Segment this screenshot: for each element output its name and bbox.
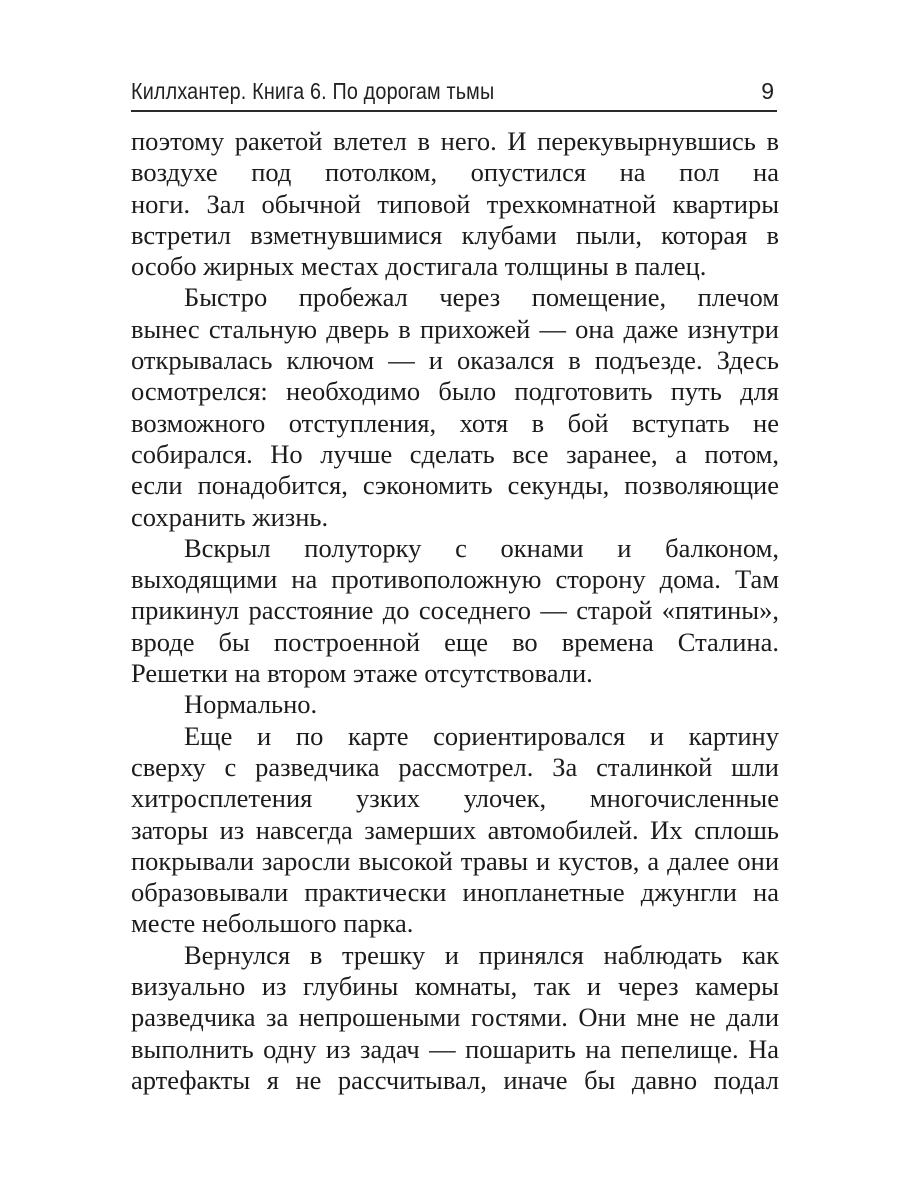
text-line: осмотрелся: необходимо было подготовить путь для	[131, 376, 779, 407]
text-line: прикинул расстояние до соседнего — старой «пятины»,	[131, 595, 779, 626]
text-line: Быстро пробежал через помещение, плечом	[184, 282, 779, 313]
text-line: поэтому ракетой влетел в него. И перекувырнувшись в	[131, 126, 779, 156]
text-line: выполнить одну из задач — пошарить на пепелище. На	[131, 1033, 779, 1064]
text-line: возможного отступления, хотя в бой вступать не	[131, 407, 779, 438]
text-line: воздухе под потолком, опустился на пол на	[131, 157, 779, 188]
text-line: визуально из глубины комнаты, так и через камеры	[131, 971, 779, 1002]
text-line: собирался. Но лучше сделать все заранее, а потом,	[131, 438, 779, 469]
text-line: образовывали практически инопланетные джунгли на	[131, 877, 779, 908]
page-number: 9	[761, 78, 774, 104]
text-line: ноги. Зал обычной типовой трехкомнатной квартиры	[131, 188, 779, 219]
text-line: открывалась ключом — и оказался в подъезде. Здесь	[131, 345, 779, 376]
text-line: встретил взметнувшимися клубами пыли, которая в	[131, 219, 779, 250]
text-line: сверху с разведчика рассмотрел. За сталинкой шли	[131, 751, 779, 782]
text-line: разведчика за непрошеными гостями. Они мне не дали	[131, 1002, 779, 1033]
text-line: Вернулся в трешку и принялся наблюдать как	[184, 939, 779, 970]
text-line: Еще и по карте сориентировался и картину	[184, 720, 779, 751]
text-line: сохранить жизнь.	[131, 501, 329, 532]
text-line: Нормально.	[184, 689, 318, 720]
text-line: артефакты я не рассчитывал, иначе бы давно подал	[131, 1064, 779, 1095]
text-line: вынес стальную дверь в прихожей — она даже изнутри	[131, 313, 779, 344]
text-line: хитросплетения узких улочек, многочисленные	[131, 783, 779, 814]
text-line: особо жирных местах достигала толщины в палец.	[131, 251, 707, 282]
text-line: Решетки на втором этаже отсутствовали.	[131, 658, 593, 689]
body-text	[131, 126, 779, 1096]
text-line: если понадобится, сэкономить секунды, позволяющие	[131, 470, 779, 501]
text-line: месте небольшого парка.	[131, 908, 414, 939]
running-header	[131, 76, 777, 112]
book-title: Киллхантер. Книга 6. По дорогам тьмы	[131, 78, 495, 104]
text-line: покрывали заросли высокой травы и кустов, а далее они	[131, 845, 779, 876]
text-line: заторы из навсегда замерших автомобилей. Их сплошь	[131, 814, 779, 845]
text-line: выходящими на противоположную сторону дома. Там	[131, 564, 779, 595]
text-line: вроде бы построенной еще во времена Сталина.	[131, 626, 779, 657]
text-line: Вскрыл полуторку с окнами и балконом,	[184, 532, 779, 563]
